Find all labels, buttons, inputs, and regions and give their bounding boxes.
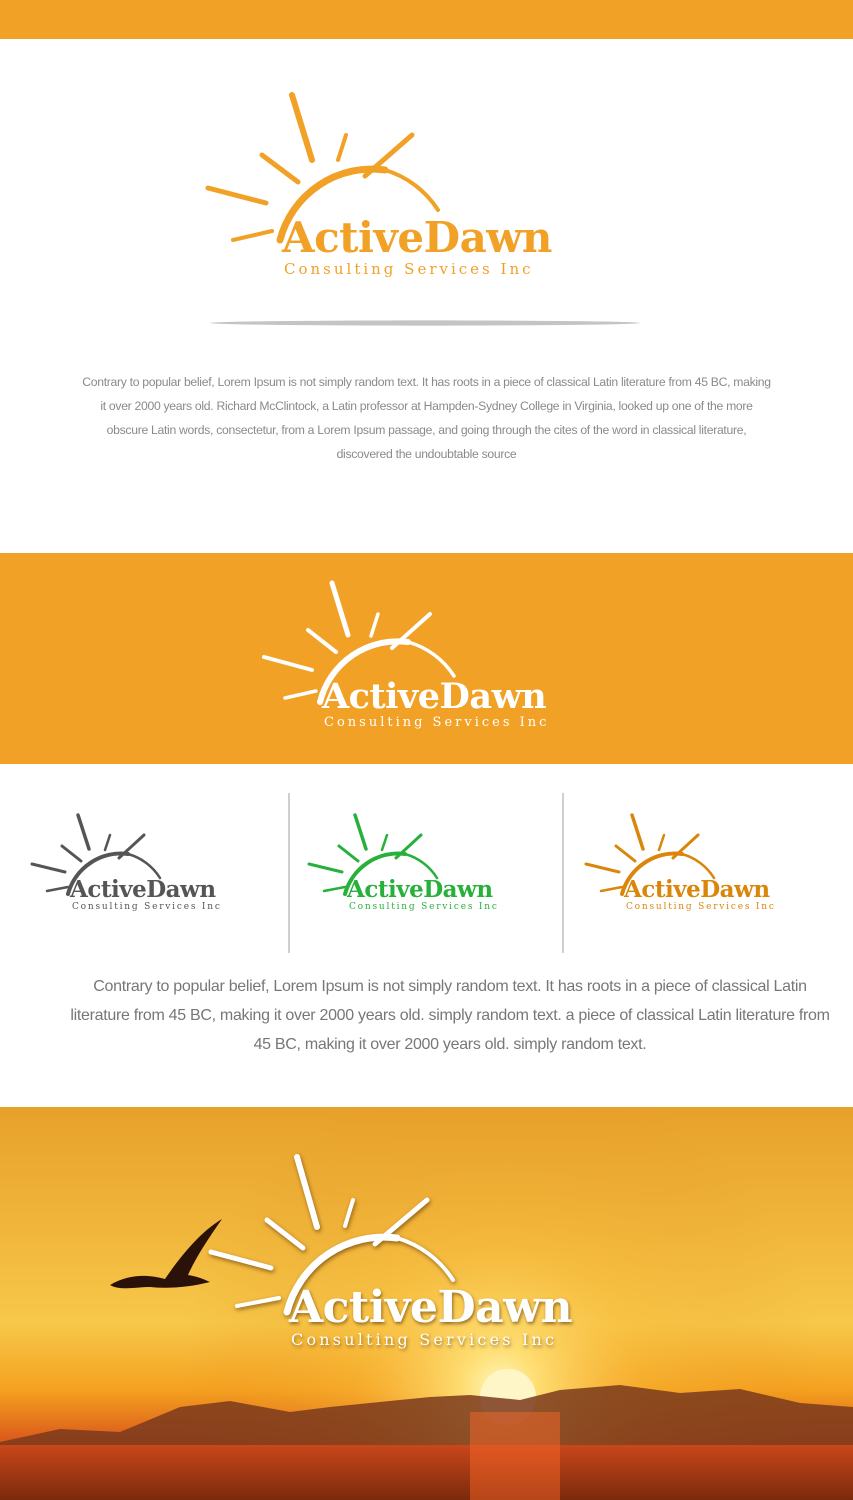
dark-orange-logo-variant: [582, 812, 822, 922]
vertical-divider: [288, 793, 290, 953]
logo-name: ActiveDawn: [70, 876, 216, 903]
logo-tagline: Consulting Services Inc: [291, 1330, 558, 1349]
green-logo-variant: [305, 812, 545, 922]
logo-name: ActiveDawn: [289, 1282, 573, 1333]
vertical-divider: [562, 793, 564, 953]
logo-name: ActiveDawn: [347, 876, 493, 903]
logo-name: ActiveDawn: [624, 876, 770, 903]
top-accent-bar: [0, 0, 853, 39]
sunset-photo: [0, 1107, 853, 1500]
main-logo: [200, 90, 630, 290]
white-logo: [258, 578, 608, 743]
logo-shadow-divider: [210, 317, 640, 329]
photo-logo: [205, 1152, 665, 1352]
logo-tagline: Consulting Services Inc: [284, 260, 534, 278]
logo-tagline: Consulting Services Inc: [324, 715, 550, 730]
logo-name: ActiveDawn: [322, 676, 547, 717]
logo-tagline: Consulting Services Inc: [626, 902, 776, 912]
gray-logo-variant: [28, 812, 268, 922]
logo-tagline: Consulting Services Inc: [72, 902, 222, 912]
description-paragraph-2: Contrary to popular belief, Lorem Ipsum is not simply random text. It has roots in a piece of classical Latin literature from 45 BC, making it over 2000 years old. simply random text. a piece of classical Latin literature from 45 BC, making it over 2000 years old. simply random text.: [70, 978, 830, 1053]
description-paragraph-1: Contrary to popular belief, Lorem Ipsum is not simply random text. It has roots in a piece of classical Latin literature from 45 BC, making it over 2000 years old. Richard McClintock, a Latin professor at Hampden-Sydney College in Virginia, looked up one of the more obscure Latin words, consectetur, from a Lorem Ipsum passage, and going through the cites of the word in classical literature, discovered the undoubtable source: [82, 375, 771, 461]
logo-name: ActiveDawn: [282, 213, 552, 262]
logo-tagline: Consulting Services Inc: [349, 902, 499, 912]
